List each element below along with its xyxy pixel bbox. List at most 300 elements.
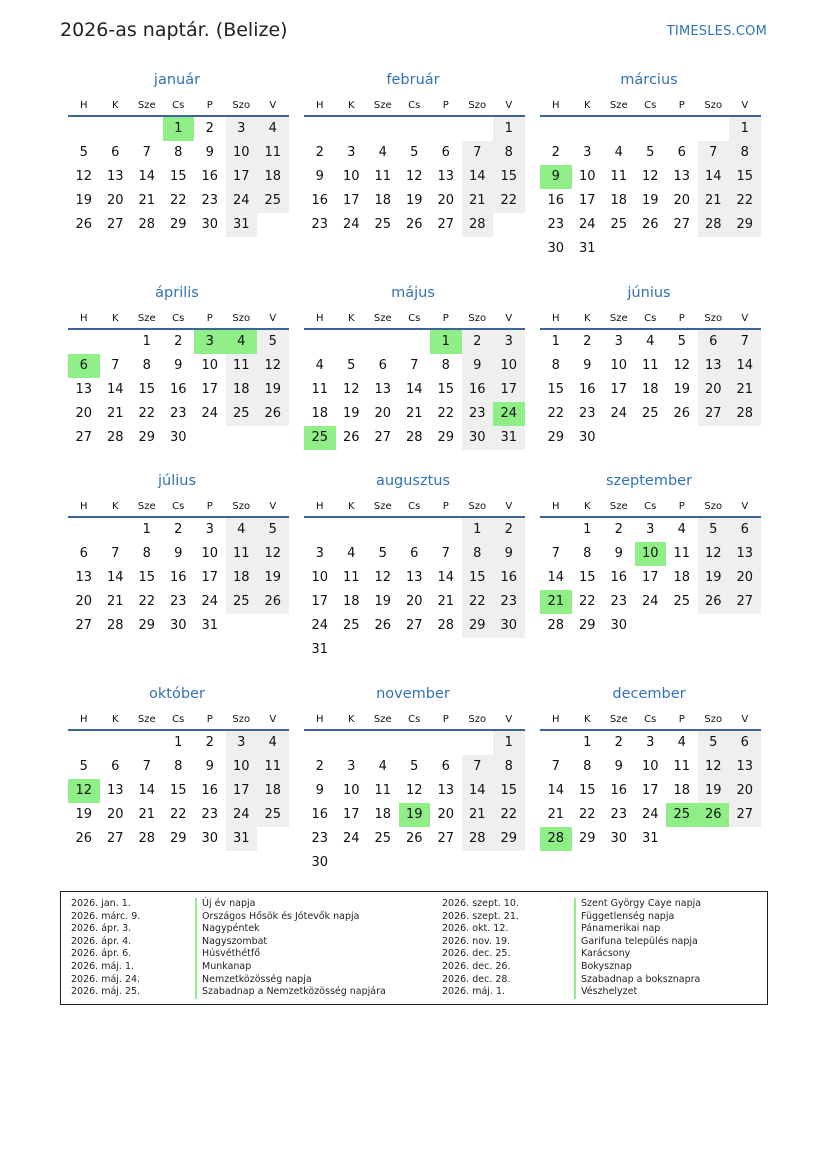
day-cell[interactable]: 16 xyxy=(201,783,219,798)
day-cell[interactable]: 3 xyxy=(347,759,356,774)
day-cell[interactable]: 17 xyxy=(578,193,596,208)
day-cell[interactable]: 27 xyxy=(729,803,761,827)
day-cell[interactable]: 26 xyxy=(405,831,423,846)
day-cell[interactable]: 20 xyxy=(106,193,124,208)
day-cell[interactable]: 13 xyxy=(729,542,761,566)
day-cell[interactable]: 11 xyxy=(610,169,628,184)
day-cell[interactable]: 11 xyxy=(257,755,289,779)
day-cell[interactable]: 1 xyxy=(729,117,761,141)
day-cell[interactable]: 8 xyxy=(729,141,761,165)
day-cell[interactable]: 26 xyxy=(698,590,730,614)
day-cell[interactable]: 2 xyxy=(174,522,183,537)
day-cell[interactable]: 16 xyxy=(578,382,596,397)
day-cell[interactable]: 8 xyxy=(174,759,183,774)
day-cell[interactable]: 23 xyxy=(462,402,494,426)
day-cell[interactable]: 28 xyxy=(106,618,124,633)
day-cell[interactable]: 24 xyxy=(226,803,258,827)
day-cell[interactable]: 29 xyxy=(493,827,525,851)
day-cell[interactable]: 6 xyxy=(79,546,88,561)
day-cell[interactable]: 31 xyxy=(226,213,258,237)
day-cell[interactable]: 5 xyxy=(677,334,686,349)
day-cell[interactable]: 7 xyxy=(142,145,151,160)
day-cell[interactable]: 8 xyxy=(583,546,592,561)
day-cell[interactable]: 3 xyxy=(347,145,356,160)
day-cell[interactable]: 29 xyxy=(169,831,187,846)
day-cell[interactable]: 27 xyxy=(106,217,124,232)
day-cell[interactable]: 15 xyxy=(493,779,525,803)
holiday-day-cell[interactable]: 1 xyxy=(430,330,462,354)
day-cell[interactable]: 21 xyxy=(437,594,455,609)
day-cell[interactable]: 29 xyxy=(138,618,156,633)
day-cell[interactable]: 19 xyxy=(257,378,289,402)
day-cell[interactable]: 7 xyxy=(729,330,761,354)
day-cell[interactable]: 14 xyxy=(437,570,455,585)
day-cell[interactable]: 26 xyxy=(257,590,289,614)
day-cell[interactable]: 30 xyxy=(610,618,628,633)
day-cell[interactable]: 9 xyxy=(315,169,324,184)
day-cell[interactable]: 12 xyxy=(405,169,423,184)
day-cell[interactable]: 15 xyxy=(169,783,187,798)
day-cell[interactable]: 17 xyxy=(226,779,258,803)
day-cell[interactable]: 25 xyxy=(226,590,258,614)
day-cell[interactable]: 15 xyxy=(462,566,494,590)
day-cell[interactable]: 20 xyxy=(75,406,93,421)
day-cell[interactable]: 5 xyxy=(698,518,730,542)
day-cell[interactable]: 6 xyxy=(378,358,387,373)
day-cell[interactable]: 26 xyxy=(75,831,93,846)
day-cell[interactable]: 26 xyxy=(641,217,659,232)
day-cell[interactable]: 28 xyxy=(462,213,494,237)
day-cell[interactable]: 11 xyxy=(641,358,659,373)
day-cell[interactable]: 13 xyxy=(106,169,124,184)
day-cell[interactable]: 12 xyxy=(257,542,289,566)
day-cell[interactable]: 20 xyxy=(374,406,392,421)
day-cell[interactable]: 24 xyxy=(610,406,628,421)
day-cell[interactable]: 12 xyxy=(641,169,659,184)
day-cell[interactable]: 19 xyxy=(641,193,659,208)
day-cell[interactable]: 20 xyxy=(729,566,761,590)
holiday-day-cell[interactable]: 26 xyxy=(698,803,730,827)
day-cell[interactable]: 2 xyxy=(583,334,592,349)
day-cell[interactable]: 23 xyxy=(311,217,329,232)
day-cell[interactable]: 22 xyxy=(138,594,156,609)
day-cell[interactable]: 16 xyxy=(610,570,628,585)
day-cell[interactable]: 8 xyxy=(583,759,592,774)
day-cell[interactable]: 24 xyxy=(201,406,219,421)
day-cell[interactable]: 20 xyxy=(437,807,455,822)
day-cell[interactable]: 7 xyxy=(410,358,419,373)
day-cell[interactable]: 15 xyxy=(437,382,455,397)
holiday-day-cell[interactable]: 24 xyxy=(493,402,525,426)
day-cell[interactable]: 6 xyxy=(677,145,686,160)
day-cell[interactable]: 23 xyxy=(169,406,187,421)
day-cell[interactable]: 15 xyxy=(729,165,761,189)
day-cell[interactable]: 10 xyxy=(311,570,329,585)
day-cell[interactable]: 4 xyxy=(614,145,623,160)
day-cell[interactable]: 30 xyxy=(201,217,219,232)
day-cell[interactable]: 19 xyxy=(698,566,730,590)
day-cell[interactable]: 3 xyxy=(493,330,525,354)
day-cell[interactable]: 8 xyxy=(142,358,151,373)
day-cell[interactable]: 23 xyxy=(578,406,596,421)
day-cell[interactable]: 10 xyxy=(226,755,258,779)
day-cell[interactable]: 22 xyxy=(578,807,596,822)
day-cell[interactable]: 28 xyxy=(138,831,156,846)
day-cell[interactable]: 24 xyxy=(201,594,219,609)
day-cell[interactable]: 14 xyxy=(106,570,124,585)
day-cell[interactable]: 28 xyxy=(698,213,730,237)
day-cell[interactable]: 11 xyxy=(257,141,289,165)
day-cell[interactable]: 14 xyxy=(547,570,565,585)
day-cell[interactable]: 20 xyxy=(729,779,761,803)
day-cell[interactable]: 21 xyxy=(547,807,565,822)
day-cell[interactable]: 10 xyxy=(342,169,360,184)
day-cell[interactable]: 11 xyxy=(673,759,691,774)
day-cell[interactable]: 20 xyxy=(405,594,423,609)
day-cell[interactable]: 8 xyxy=(441,358,450,373)
day-cell[interactable]: 31 xyxy=(493,426,525,450)
day-cell[interactable]: 14 xyxy=(698,165,730,189)
day-cell[interactable]: 23 xyxy=(311,831,329,846)
day-cell[interactable]: 6 xyxy=(729,731,761,755)
day-cell[interactable]: 27 xyxy=(75,618,93,633)
day-cell[interactable]: 12 xyxy=(257,354,289,378)
day-cell[interactable]: 9 xyxy=(174,546,183,561)
day-cell[interactable]: 22 xyxy=(462,590,494,614)
day-cell[interactable]: 4 xyxy=(677,522,686,537)
day-cell[interactable]: 27 xyxy=(75,430,93,445)
day-cell[interactable]: 18 xyxy=(257,165,289,189)
holiday-day-cell[interactable]: 1 xyxy=(163,117,195,141)
day-cell[interactable]: 26 xyxy=(673,406,691,421)
day-cell[interactable]: 28 xyxy=(547,618,565,633)
day-cell[interactable]: 11 xyxy=(673,546,691,561)
day-cell[interactable]: 29 xyxy=(578,831,596,846)
day-cell[interactable]: 5 xyxy=(378,546,387,561)
day-cell[interactable]: 26 xyxy=(405,217,423,232)
day-cell[interactable]: 22 xyxy=(729,189,761,213)
day-cell[interactable]: 10 xyxy=(610,358,628,373)
day-cell[interactable]: 12 xyxy=(673,358,691,373)
day-cell[interactable]: 3 xyxy=(315,546,324,561)
day-cell[interactable]: 2 xyxy=(462,330,494,354)
day-cell[interactable]: 1 xyxy=(142,334,151,349)
day-cell[interactable]: 17 xyxy=(201,382,219,397)
day-cell[interactable]: 15 xyxy=(138,570,156,585)
day-cell[interactable]: 27 xyxy=(437,831,455,846)
day-cell[interactable]: 19 xyxy=(75,193,93,208)
day-cell[interactable]: 30 xyxy=(547,241,565,256)
day-cell[interactable]: 25 xyxy=(610,217,628,232)
day-cell[interactable]: 22 xyxy=(547,406,565,421)
day-cell[interactable]: 1 xyxy=(551,334,560,349)
day-cell[interactable]: 15 xyxy=(547,382,565,397)
day-cell[interactable]: 5 xyxy=(257,518,289,542)
day-cell[interactable]: 30 xyxy=(201,831,219,846)
holiday-day-cell[interactable]: 4 xyxy=(226,330,258,354)
day-cell[interactable]: 12 xyxy=(405,783,423,798)
day-cell[interactable]: 21 xyxy=(462,803,494,827)
day-cell[interactable]: 30 xyxy=(311,855,329,870)
day-cell[interactable]: 1 xyxy=(142,522,151,537)
day-cell[interactable]: 28 xyxy=(405,430,423,445)
holiday-day-cell[interactable]: 9 xyxy=(540,165,572,189)
day-cell[interactable]: 17 xyxy=(641,783,659,798)
holiday-day-cell[interactable]: 21 xyxy=(540,590,572,614)
day-cell[interactable]: 3 xyxy=(583,145,592,160)
day-cell[interactable]: 9 xyxy=(174,358,183,373)
day-cell[interactable]: 21 xyxy=(462,189,494,213)
day-cell[interactable]: 8 xyxy=(142,546,151,561)
day-cell[interactable]: 28 xyxy=(437,618,455,633)
day-cell[interactable]: 8 xyxy=(462,542,494,566)
day-cell[interactable]: 27 xyxy=(729,590,761,614)
day-cell[interactable]: 18 xyxy=(226,566,258,590)
day-cell[interactable]: 7 xyxy=(142,759,151,774)
day-cell[interactable]: 13 xyxy=(75,382,93,397)
brand-link[interactable]: TIMESLES.COM xyxy=(666,24,767,39)
day-cell[interactable]: 29 xyxy=(138,430,156,445)
day-cell[interactable]: 13 xyxy=(437,169,455,184)
day-cell[interactable]: 8 xyxy=(551,358,560,373)
day-cell[interactable]: 7 xyxy=(462,755,494,779)
day-cell[interactable]: 12 xyxy=(374,570,392,585)
day-cell[interactable]: 19 xyxy=(405,193,423,208)
day-cell[interactable]: 18 xyxy=(673,783,691,798)
day-cell[interactable]: 25 xyxy=(641,406,659,421)
day-cell[interactable]: 16 xyxy=(311,193,329,208)
day-cell[interactable]: 18 xyxy=(673,570,691,585)
day-cell[interactable]: 10 xyxy=(641,759,659,774)
holiday-day-cell[interactable]: 6 xyxy=(68,354,100,378)
day-cell[interactable]: 22 xyxy=(493,189,525,213)
day-cell[interactable]: 21 xyxy=(138,807,156,822)
day-cell[interactable]: 21 xyxy=(138,193,156,208)
day-cell[interactable]: 3 xyxy=(226,731,258,755)
day-cell[interactable]: 20 xyxy=(437,193,455,208)
day-cell[interactable]: 1 xyxy=(583,522,592,537)
day-cell[interactable]: 9 xyxy=(493,542,525,566)
day-cell[interactable]: 6 xyxy=(441,145,450,160)
day-cell[interactable]: 26 xyxy=(374,618,392,633)
holiday-day-cell[interactable]: 3 xyxy=(194,330,226,354)
day-cell[interactable]: 14 xyxy=(405,382,423,397)
day-cell[interactable]: 25 xyxy=(374,217,392,232)
day-cell[interactable]: 17 xyxy=(493,378,525,402)
day-cell[interactable]: 24 xyxy=(311,618,329,633)
day-cell[interactable]: 24 xyxy=(641,807,659,822)
day-cell[interactable]: 11 xyxy=(226,542,258,566)
day-cell[interactable]: 10 xyxy=(226,141,258,165)
day-cell[interactable]: 9 xyxy=(583,358,592,373)
day-cell[interactable]: 30 xyxy=(610,831,628,846)
day-cell[interactable]: 29 xyxy=(462,614,494,638)
day-cell[interactable]: 17 xyxy=(201,570,219,585)
day-cell[interactable]: 5 xyxy=(79,145,88,160)
holiday-day-cell[interactable]: 10 xyxy=(635,542,667,566)
day-cell[interactable]: 11 xyxy=(226,354,258,378)
day-cell[interactable]: 18 xyxy=(226,378,258,402)
day-cell[interactable]: 4 xyxy=(315,358,324,373)
day-cell[interactable]: 13 xyxy=(374,382,392,397)
day-cell[interactable]: 6 xyxy=(729,518,761,542)
day-cell[interactable]: 18 xyxy=(374,193,392,208)
day-cell[interactable]: 23 xyxy=(201,193,219,208)
day-cell[interactable]: 1 xyxy=(493,117,525,141)
day-cell[interactable]: 22 xyxy=(169,807,187,822)
day-cell[interactable]: 2 xyxy=(614,735,623,750)
day-cell[interactable]: 17 xyxy=(311,594,329,609)
day-cell[interactable]: 24 xyxy=(641,594,659,609)
day-cell[interactable]: 24 xyxy=(578,217,596,232)
day-cell[interactable]: 7 xyxy=(111,546,120,561)
day-cell[interactable]: 20 xyxy=(673,193,691,208)
day-cell[interactable]: 25 xyxy=(257,803,289,827)
day-cell[interactable]: 2 xyxy=(315,145,324,160)
day-cell[interactable]: 3 xyxy=(205,522,214,537)
day-cell[interactable]: 31 xyxy=(578,241,596,256)
day-cell[interactable]: 16 xyxy=(201,169,219,184)
day-cell[interactable]: 21 xyxy=(106,406,124,421)
day-cell[interactable]: 8 xyxy=(493,755,525,779)
holiday-day-cell[interactable]: 25 xyxy=(666,803,698,827)
day-cell[interactable]: 23 xyxy=(610,594,628,609)
day-cell[interactable]: 23 xyxy=(201,807,219,822)
day-cell[interactable]: 29 xyxy=(547,430,565,445)
day-cell[interactable]: 14 xyxy=(138,169,156,184)
day-cell[interactable]: 27 xyxy=(405,618,423,633)
holiday-day-cell[interactable]: 28 xyxy=(540,827,572,851)
day-cell[interactable]: 19 xyxy=(257,566,289,590)
day-cell[interactable]: 10 xyxy=(493,354,525,378)
day-cell[interactable]: 7 xyxy=(551,759,560,774)
day-cell[interactable]: 4 xyxy=(646,334,655,349)
day-cell[interactable]: 14 xyxy=(547,783,565,798)
day-cell[interactable]: 10 xyxy=(201,358,219,373)
day-cell[interactable]: 9 xyxy=(315,783,324,798)
day-cell[interactable]: 12 xyxy=(75,169,93,184)
day-cell[interactable]: 16 xyxy=(311,807,329,822)
day-cell[interactable]: 6 xyxy=(111,759,120,774)
day-cell[interactable]: 1 xyxy=(583,735,592,750)
day-cell[interactable]: 31 xyxy=(201,618,219,633)
day-cell[interactable]: 10 xyxy=(201,546,219,561)
day-cell[interactable]: 26 xyxy=(257,402,289,426)
day-cell[interactable]: 5 xyxy=(79,759,88,774)
day-cell[interactable]: 2 xyxy=(315,759,324,774)
day-cell[interactable]: 9 xyxy=(614,546,623,561)
day-cell[interactable]: 19 xyxy=(673,382,691,397)
day-cell[interactable]: 16 xyxy=(462,378,494,402)
day-cell[interactable]: 5 xyxy=(698,731,730,755)
day-cell[interactable]: 3 xyxy=(646,522,655,537)
day-cell[interactable]: 27 xyxy=(698,402,730,426)
day-cell[interactable]: 7 xyxy=(551,546,560,561)
day-cell[interactable]: 15 xyxy=(138,382,156,397)
day-cell[interactable]: 31 xyxy=(311,642,329,657)
day-cell[interactable]: 19 xyxy=(698,779,730,803)
day-cell[interactable]: 23 xyxy=(547,217,565,232)
day-cell[interactable]: 5 xyxy=(347,358,356,373)
day-cell[interactable]: 19 xyxy=(75,807,93,822)
day-cell[interactable]: 11 xyxy=(342,570,360,585)
day-cell[interactable]: 23 xyxy=(610,807,628,822)
day-cell[interactable]: 5 xyxy=(410,145,419,160)
day-cell[interactable]: 24 xyxy=(342,217,360,232)
day-cell[interactable]: 14 xyxy=(729,354,761,378)
day-cell[interactable]: 2 xyxy=(174,334,183,349)
day-cell[interactable]: 7 xyxy=(698,141,730,165)
day-cell[interactable]: 19 xyxy=(342,406,360,421)
day-cell[interactable]: 16 xyxy=(169,382,187,397)
day-cell[interactable]: 13 xyxy=(75,570,93,585)
day-cell[interactable]: 3 xyxy=(614,334,623,349)
day-cell[interactable]: 4 xyxy=(677,735,686,750)
day-cell[interactable]: 12 xyxy=(698,542,730,566)
day-cell[interactable]: 29 xyxy=(437,430,455,445)
day-cell[interactable]: 20 xyxy=(75,594,93,609)
day-cell[interactable]: 28 xyxy=(729,402,761,426)
day-cell[interactable]: 25 xyxy=(342,618,360,633)
day-cell[interactable]: 6 xyxy=(441,759,450,774)
day-cell[interactable]: 29 xyxy=(578,618,596,633)
day-cell[interactable]: 6 xyxy=(698,330,730,354)
day-cell[interactable]: 25 xyxy=(257,189,289,213)
day-cell[interactable]: 2 xyxy=(493,518,525,542)
day-cell[interactable]: 11 xyxy=(311,382,329,397)
day-cell[interactable]: 17 xyxy=(342,193,360,208)
day-cell[interactable]: 11 xyxy=(374,169,392,184)
day-cell[interactable]: 11 xyxy=(374,783,392,798)
day-cell[interactable]: 25 xyxy=(374,831,392,846)
day-cell[interactable]: 16 xyxy=(547,193,565,208)
day-cell[interactable]: 22 xyxy=(138,406,156,421)
day-cell[interactable]: 30 xyxy=(578,430,596,445)
day-cell[interactable]: 9 xyxy=(614,759,623,774)
day-cell[interactable]: 9 xyxy=(205,759,214,774)
day-cell[interactable]: 4 xyxy=(257,117,289,141)
day-cell[interactable]: 18 xyxy=(342,594,360,609)
day-cell[interactable]: 4 xyxy=(378,145,387,160)
day-cell[interactable]: 16 xyxy=(610,783,628,798)
day-cell[interactable]: 14 xyxy=(138,783,156,798)
day-cell[interactable]: 23 xyxy=(493,590,525,614)
day-cell[interactable]: 13 xyxy=(437,783,455,798)
day-cell[interactable]: 7 xyxy=(441,546,450,561)
day-cell[interactable]: 13 xyxy=(673,169,691,184)
day-cell[interactable]: 15 xyxy=(169,169,187,184)
day-cell[interactable]: 7 xyxy=(462,141,494,165)
day-cell[interactable]: 9 xyxy=(205,145,214,160)
day-cell[interactable]: 17 xyxy=(610,382,628,397)
day-cell[interactable]: 18 xyxy=(257,779,289,803)
day-cell[interactable]: 28 xyxy=(138,217,156,232)
day-cell[interactable]: 17 xyxy=(342,807,360,822)
day-cell[interactable]: 18 xyxy=(311,406,329,421)
day-cell[interactable]: 16 xyxy=(493,566,525,590)
day-cell[interactable]: 13 xyxy=(698,354,730,378)
day-cell[interactable]: 21 xyxy=(405,406,423,421)
day-cell[interactable]: 21 xyxy=(729,378,761,402)
day-cell[interactable]: 22 xyxy=(578,594,596,609)
day-cell[interactable]: 15 xyxy=(578,570,596,585)
day-cell[interactable]: 13 xyxy=(106,783,124,798)
day-cell[interactable]: 17 xyxy=(641,570,659,585)
day-cell[interactable]: 28 xyxy=(106,430,124,445)
day-cell[interactable]: 7 xyxy=(111,358,120,373)
holiday-day-cell[interactable]: 12 xyxy=(68,779,100,803)
day-cell[interactable]: 18 xyxy=(374,807,392,822)
